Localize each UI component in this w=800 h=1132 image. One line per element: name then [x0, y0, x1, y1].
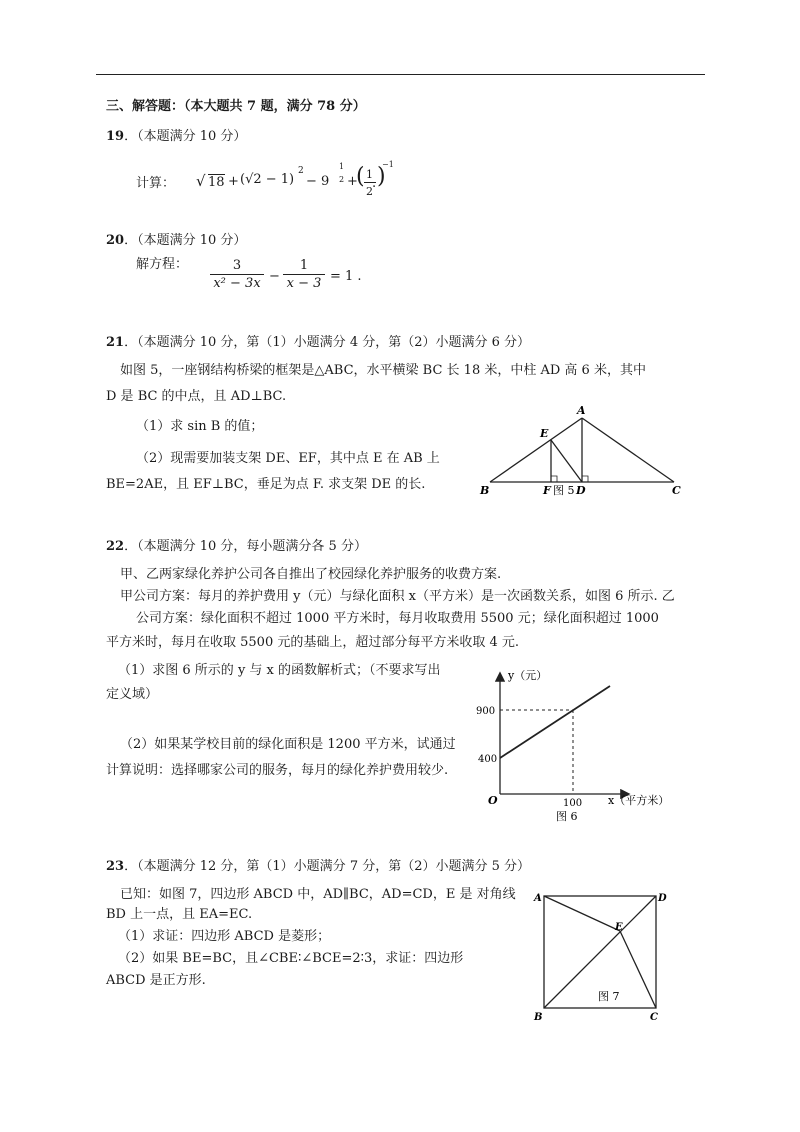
q21-part2b: BE=2AE，且 EF⊥BC，垂足为点 F. 求支架 DE 的长.: [106, 477, 426, 492]
q19-score: （本题满分 10 分）: [137, 129, 247, 144]
q21-part1: （1）求 sin B 的值；: [136, 419, 264, 434]
tick-900: 900: [476, 706, 496, 717]
exp9-den: 2: [339, 175, 345, 184]
label-c: C: [672, 484, 681, 497]
q19-header: 19．（本题满分 10 分）: [106, 129, 247, 144]
exp9-num: 1: [339, 162, 345, 171]
label-a: A: [534, 893, 542, 904]
q23-number: 23: [106, 859, 125, 874]
frac2-den: x − 3: [286, 276, 322, 291]
q21-score: （本题满分 10 分，第（1）小题满分 4 分，第（2）小题满分 6 分）: [137, 335, 531, 350]
q21-line2: D 是 BC 的中点，且 AD⊥BC.: [106, 389, 287, 404]
tick-400: 400: [478, 754, 498, 765]
figure-6-caption: 图 6: [556, 810, 578, 823]
q20-header: 20．（本题满分 10 分）: [106, 233, 247, 248]
q23-score: （本题满分 12 分，第（1）小题满分 7 分，第（2）小题满分 5 分）: [137, 859, 531, 874]
origin-label: O: [488, 794, 498, 807]
q19-end: .: [372, 176, 377, 191]
exp-neg1: −1: [382, 160, 394, 169]
label-e: E: [540, 427, 549, 440]
x-axis-label: x（平方米）: [608, 794, 670, 807]
q19-label: 计算：: [136, 176, 176, 191]
segment-ab: [490, 418, 582, 482]
q22-line3: 公司方案：绿化面积不超过 1000 平方米时，每月收取费用 5500 元；绿化面积超过 1000: [136, 611, 659, 626]
segment-ac: [582, 418, 674, 482]
q20-fraction-1: [210, 258, 264, 291]
figure-7: [528, 888, 668, 1024]
right-angle-f: [551, 476, 557, 482]
frac1-den: x² − 3x: [213, 276, 261, 291]
q22-part2b: 计算说明：选择哪家公司的服务，每月的绿化养护费用较少.: [106, 763, 449, 778]
figure-6-graph: [470, 664, 690, 824]
q23-part1: （1）求证：四边形 ABCD 是菱形；: [118, 929, 331, 944]
frac1-num: 3: [232, 258, 242, 273]
q20-label: 解方程：: [136, 257, 189, 272]
label-c: C: [650, 1012, 658, 1023]
q23-line1: 已知：如图 7，四边形 ABCD 中，AD∥BC，AD=CD，E 是 对角线: [120, 887, 516, 902]
q23-part2a: （2）如果 BE=BC，且∠CBE∶∠BCE=2∶3，求证：四边形: [118, 951, 464, 966]
q22-part1a: （1）求图 6 所示的 y 与 x 的函数解析式；（不要求写出: [118, 663, 441, 678]
label-a: A: [577, 404, 586, 417]
sqrt-sign: √: [196, 172, 206, 190]
label-e: E: [615, 922, 623, 933]
q21-header: 21．（本题满分 10 分，第（1）小题满分 4 分，第（2）小题满分 6 分）: [106, 335, 531, 350]
q20-rhs: = 1 .: [330, 269, 362, 284]
q22-score: （本题满分 10 分，每小题满分各 5 分）: [137, 539, 367, 554]
sqrt2-minus-1: (√2 − 1): [240, 172, 295, 187]
figure-5: [478, 402, 688, 498]
q19-expression: √ 18 + (√2 − 1) 2 − 9 1 2 + ( 1 2 ) −1: [196, 160, 394, 198]
tick-100: 100: [563, 798, 583, 809]
label-f: F: [543, 484, 551, 497]
minus-9: − 9: [306, 174, 330, 189]
q22-part1b: 定义域）: [106, 687, 159, 702]
y-axis-label: y（元）: [508, 669, 548, 682]
fee-line: [500, 686, 610, 758]
q19-number: 19: [106, 129, 125, 144]
segment-ec: [620, 931, 656, 1008]
q23-header: 23．（本题满分 12 分，第（1）小题满分 7 分，第（2）小题满分 5 分）: [106, 859, 531, 874]
q21-number: 21: [106, 335, 125, 350]
q22-line1: 甲、乙两家绿化养护公司各自推出了校园绿化养护服务的收费方案.: [120, 567, 502, 582]
figure-5-caption: 图 5: [553, 484, 575, 497]
label-d: D: [658, 893, 667, 904]
section-heading: 三、解答题：（本大题共 7 题，满分 78 分）: [106, 99, 366, 114]
plus-sign: +: [347, 174, 358, 189]
q20-score: （本题满分 10 分）: [137, 233, 247, 248]
q22-line4: 平方米时，每月在收取 5500 元的基础上，超过部分每平方米收取 4 元.: [106, 635, 520, 650]
q20-number: 20: [106, 233, 125, 248]
q22-header: 22．（本题满分 10 分，每小题满分各 5 分）: [106, 539, 367, 554]
exp-2: 2: [298, 166, 304, 176]
q21-line1: 如图 5，一座钢结构桥梁的框架是△ABC，水平横梁 BC 长 18 米，中柱 AD 高 6 米，其中: [120, 363, 646, 378]
q22-part2a: （2）如果某学校目前的绿化面积是 1200 平方米，试通过: [120, 737, 456, 752]
q20-minus: −: [269, 269, 280, 284]
segment-ae: [544, 896, 620, 931]
sqrt18-radicand: 18: [208, 175, 225, 190]
label-b: B: [480, 484, 490, 497]
q22-line2: 甲公司方案：每月的养护费用 y（元）与绿化面积 x（平方米）是一次函数关系，如图 6 所示. 乙: [120, 589, 675, 604]
top-rule: [96, 74, 705, 75]
label-b: B: [534, 1012, 543, 1023]
q22-number: 22: [106, 539, 125, 554]
q20-fraction-2: [283, 258, 325, 291]
q23-line2: BD 上一点，且 EA=EC.: [106, 907, 253, 922]
right-angle-d: [582, 476, 588, 482]
frac2-num: 1: [299, 258, 309, 273]
label-d: D: [576, 484, 586, 497]
q23-part2b: ABCD 是正方形.: [106, 973, 206, 988]
q21-part2a: （2）现需要加装支架 DE、EF，其中点 E 在 AB 上: [136, 451, 440, 466]
half-den: 2: [366, 185, 373, 198]
half-num: 1: [366, 168, 373, 181]
figure-7-caption: 图 7: [598, 990, 620, 1003]
